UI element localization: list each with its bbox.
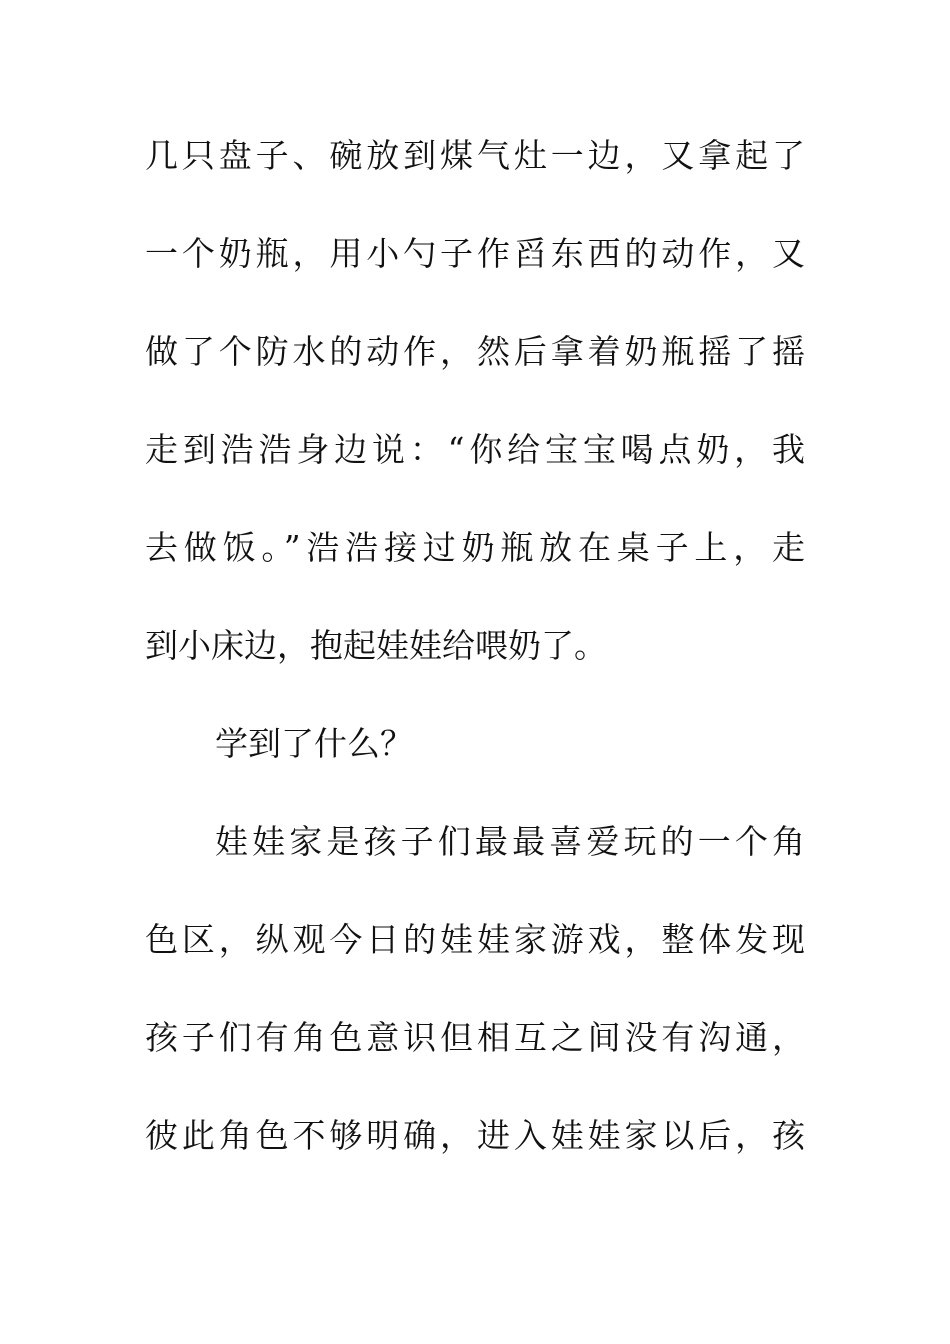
- paragraph-2-line-3: 孩子们有角色意识但相互之间没有沟通，: [145, 1018, 805, 1057]
- paragraph-1-line-6: 到小床边，抱起娃娃给喂奶了。: [145, 626, 607, 665]
- paragraph-2-line-2: 色区，纵观今日的娃娃家游戏，整体发现: [145, 920, 805, 959]
- paragraph-1-line-3: 做了个防水的动作，然后拿着奶瓶摇了摇: [145, 332, 805, 371]
- paragraph-1-line-5: 去做饭。”浩浩接过奶瓶放在桌子上，走: [145, 528, 805, 567]
- paragraph-2-line-4: 彼此角色不够明确，进入娃娃家以后，孩: [145, 1116, 805, 1155]
- section-heading: 学到了什么？: [215, 724, 413, 763]
- paragraph-2-line-1: 娃娃家是孩子们最最喜爱玩的一个角: [215, 822, 805, 861]
- paragraph-1-line-4: 走到浩浩身边说：“你给宝宝喝点奶，我: [145, 430, 805, 469]
- paragraph-1-line-1: 几只盘子、碗放到煤气灶一边，又拿起了: [145, 136, 805, 175]
- paragraph-1-line-2: 一个奶瓶，用小勺子作舀东西的动作，又: [145, 234, 805, 273]
